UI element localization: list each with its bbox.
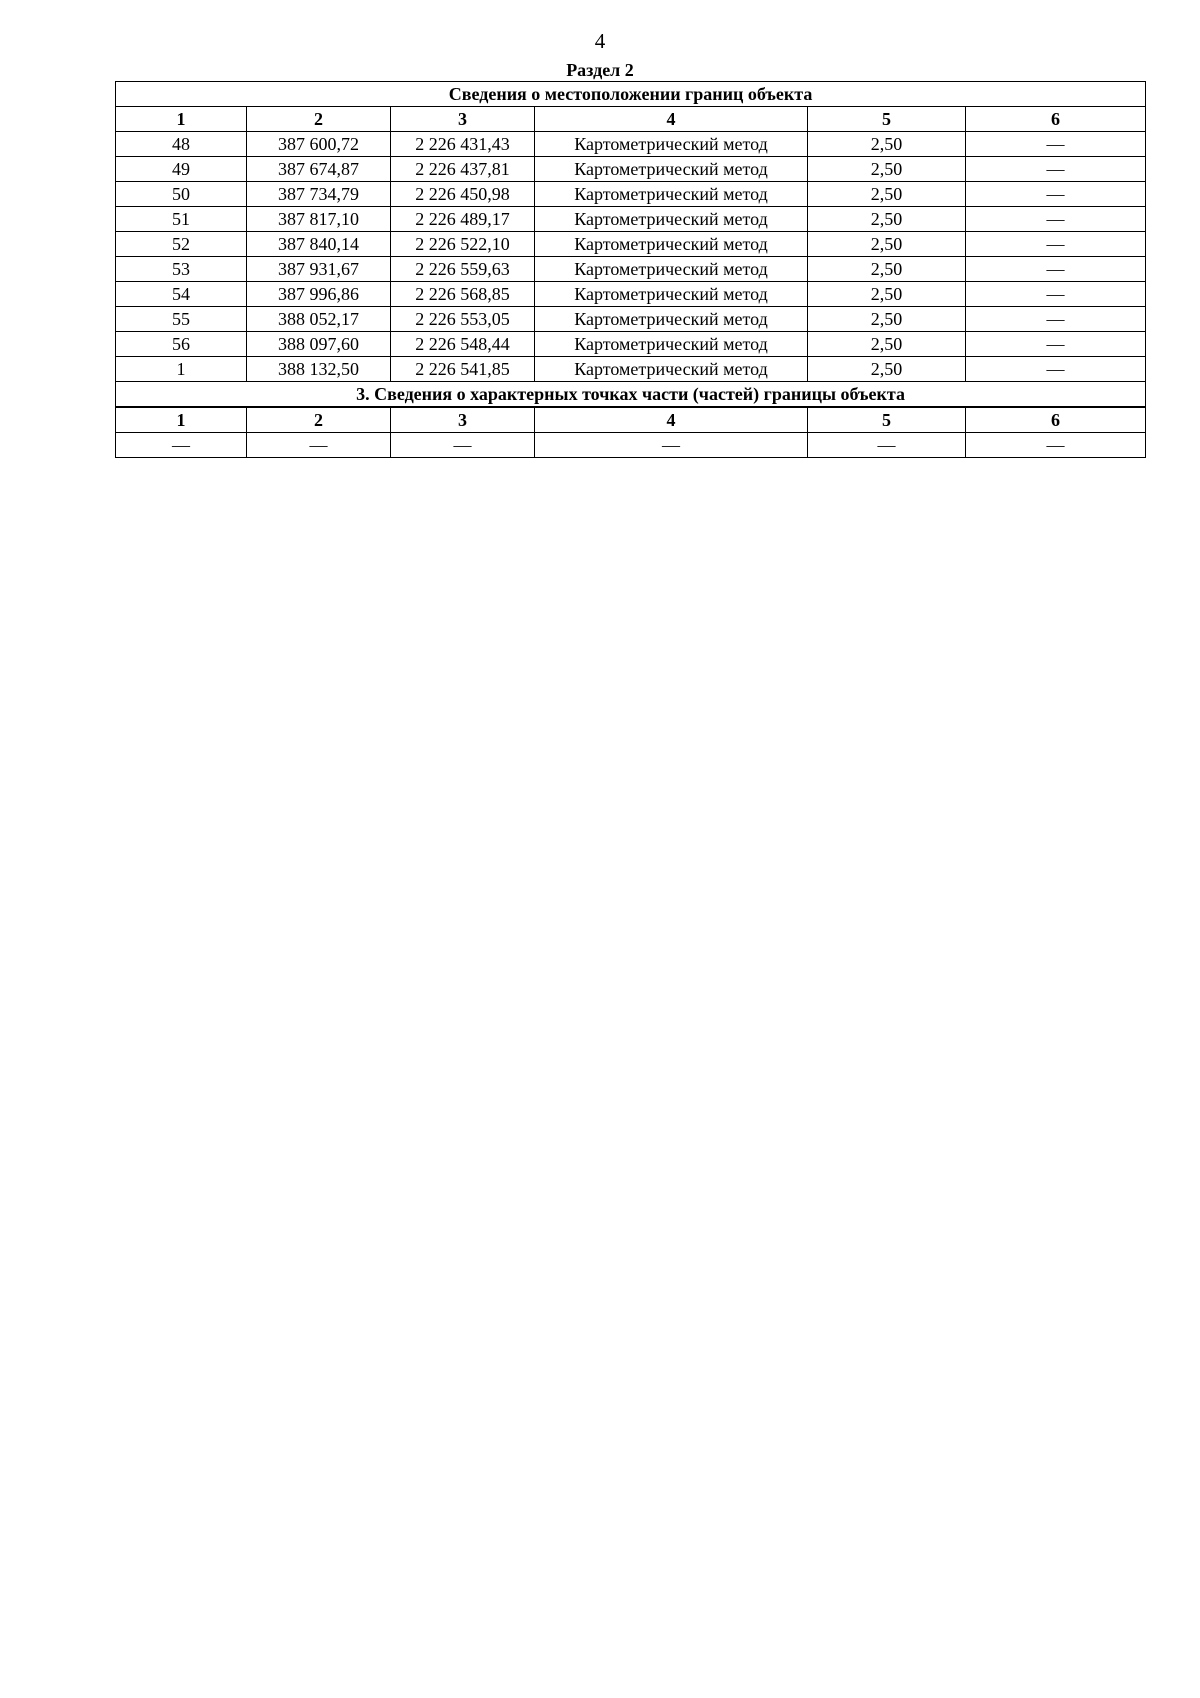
table-cell: 55: [116, 307, 247, 332]
table-cell: —: [966, 157, 1146, 182]
table-row: [116, 332, 1146, 357]
table-cell: 2,50: [808, 207, 966, 232]
table-row: [116, 282, 1146, 307]
table-cell: Картометрический метод: [535, 182, 808, 207]
table-cell: 54: [116, 282, 247, 307]
column-header: 2: [247, 407, 391, 433]
table-cell: Картометрический метод: [535, 257, 808, 282]
page-number: 4: [594, 29, 606, 53]
table-cell: —: [247, 433, 391, 458]
table-title: Сведения о местоположении границ объекта: [116, 82, 1146, 107]
table-cell: 51: [116, 207, 247, 232]
table-cell: 387 840,14: [247, 232, 391, 257]
table-row: [116, 157, 1146, 182]
table-row: [116, 307, 1146, 332]
column-header: 6: [966, 407, 1146, 433]
table-cell: 2 226 450,98: [391, 182, 535, 207]
table-cell: —: [966, 232, 1146, 257]
parts-table-row: [116, 433, 1146, 458]
table-title-row: [116, 82, 1146, 107]
table-cell: —: [391, 433, 535, 458]
table-cell: 2 226 541,85: [391, 357, 535, 382]
column-header: 3: [391, 107, 535, 132]
table-cell: 2,50: [808, 307, 966, 332]
table-cell: 2 226 559,63: [391, 257, 535, 282]
table-cell: —: [966, 207, 1146, 232]
table-cell: 387 600,72: [247, 132, 391, 157]
column-header: 4: [535, 107, 808, 132]
table-cell: 2 226 553,05: [391, 307, 535, 332]
table-row: [116, 207, 1146, 232]
table-cell: 2,50: [808, 232, 966, 257]
table-cell: 2 226 522,10: [391, 232, 535, 257]
table-cell: 2,50: [808, 157, 966, 182]
table-cell: Картометрический метод: [535, 132, 808, 157]
column-header: 5: [808, 107, 966, 132]
table-cell: 2,50: [808, 282, 966, 307]
table-row: [116, 132, 1146, 157]
table-cell: 2 226 431,43: [391, 132, 535, 157]
table-cell: 53: [116, 257, 247, 282]
table-cell: 2,50: [808, 132, 966, 157]
table-cell: —: [535, 433, 808, 458]
table-cell: Картометрический метод: [535, 207, 808, 232]
column-header: 6: [966, 107, 1146, 132]
table-cell: 2 226 437,81: [391, 157, 535, 182]
parts-column-header-row: [116, 407, 1146, 433]
table-cell: Картометрический метод: [535, 307, 808, 332]
table-cell: Картометрический метод: [535, 157, 808, 182]
column-header: 1: [116, 107, 247, 132]
table-cell: 2,50: [808, 257, 966, 282]
table-cell: 2 226 489,17: [391, 207, 535, 232]
table-row: [116, 357, 1146, 382]
table-cell: —: [966, 257, 1146, 282]
table-cell: 387 817,10: [247, 207, 391, 232]
table-cell: 2,50: [808, 357, 966, 382]
table-cell: —: [966, 357, 1146, 382]
section-title: Раздел 2: [566, 60, 634, 80]
table-cell: Картометрический метод: [535, 357, 808, 382]
table-row: [116, 257, 1146, 282]
table-cell: 49: [116, 157, 247, 182]
table-cell: —: [808, 433, 966, 458]
table-cell: 2,50: [808, 332, 966, 357]
column-header: 4: [535, 407, 808, 433]
table-cell: 50: [116, 182, 247, 207]
table-cell: 2 226 568,85: [391, 282, 535, 307]
table-cell: 2,50: [808, 182, 966, 207]
table-cell: 388 097,60: [247, 332, 391, 357]
column-header: 2: [247, 107, 391, 132]
table-cell: 388 052,17: [247, 307, 391, 332]
table-cell: 387 996,86: [247, 282, 391, 307]
table-cell: —: [966, 433, 1146, 458]
column-header-row: [116, 107, 1146, 132]
boundary-table: [115, 81, 1146, 458]
table-cell: 388 132,50: [247, 357, 391, 382]
table-cell: 56: [116, 332, 247, 357]
column-header: 1: [116, 407, 247, 433]
table-cell: —: [966, 332, 1146, 357]
table-cell: Картометрический метод: [535, 332, 808, 357]
table-cell: 48: [116, 132, 247, 157]
table-cell: —: [966, 132, 1146, 157]
table-cell: 2 226 548,44: [391, 332, 535, 357]
table-row: [116, 182, 1146, 207]
table-cell: —: [966, 282, 1146, 307]
table-row: [116, 232, 1146, 257]
table-cell: 1: [116, 357, 247, 382]
table-cell: 387 674,87: [247, 157, 391, 182]
table-cell: 387 931,67: [247, 257, 391, 282]
table-cell: 387 734,79: [247, 182, 391, 207]
table-cell: —: [116, 433, 247, 458]
parts-table-title: 3. Сведения о характерных точках части (частей) границы объекта: [116, 382, 1146, 408]
table-cell: 52: [116, 232, 247, 257]
column-header: 3: [391, 407, 535, 433]
table-cell: Картометрический метод: [535, 282, 808, 307]
parts-title-row: [116, 382, 1146, 408]
table-cell: Картометрический метод: [535, 232, 808, 257]
table-cell: —: [966, 307, 1146, 332]
column-header: 5: [808, 407, 966, 433]
table-cell: —: [966, 182, 1146, 207]
